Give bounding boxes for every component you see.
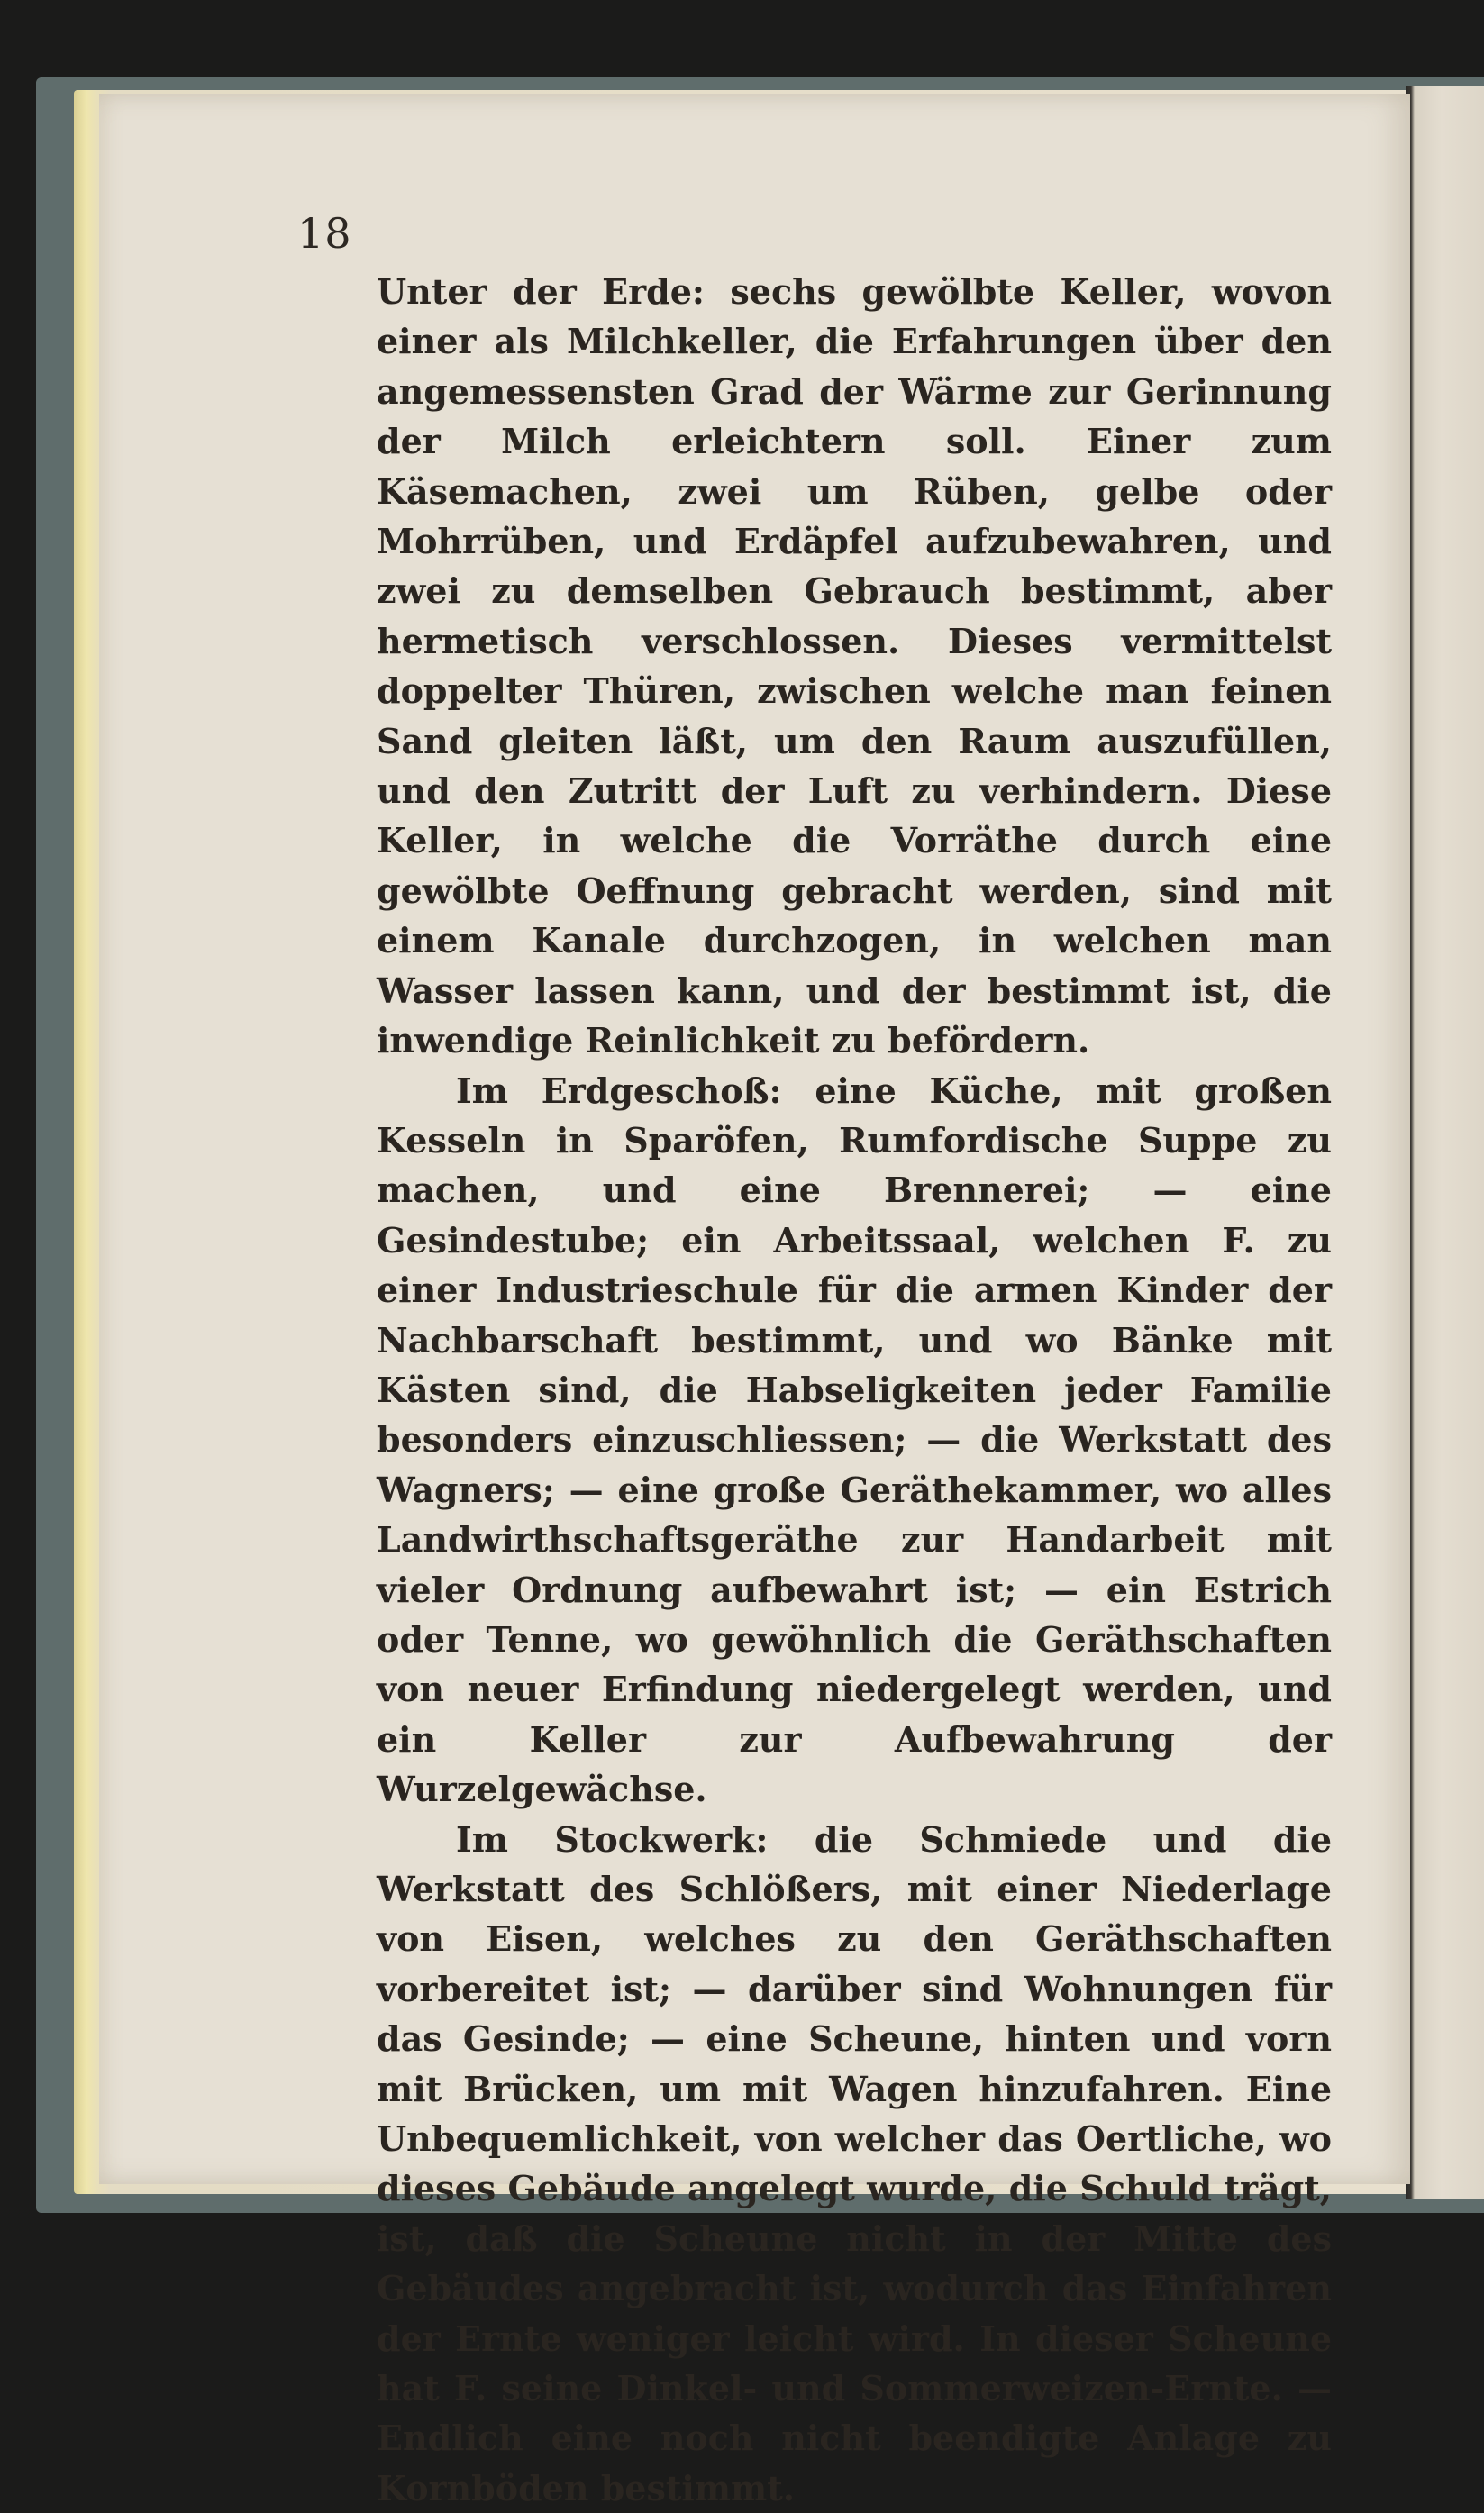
paragraph-im-stockwerk: Im Stockwerk: die Schmiede und die Werkstatt des Schlößers, mit einer Niederlage von Eisen, welches zu den Geräthschaften vorbereitet ist; — darüber sind Wohnungen für das Gesinde; — eine Scheune, hinten und vorn mit Brücken, um mit Wagen hinzufahren. Eine Unbequemlichkeit, von welcher das Oertliche, wo dieses Gebäude angelegt wurde, die Schuld trägt, ist, daß die Scheune nicht in der Mitte des Gebäudes angebracht ist, wodurch das Einfahren der Ernte weniger leicht wird. In dieser Scheune hat F. seine Dinkel- und Sommerweizen-Ernte. — Endlich eine noch nicht beendigte Anlage zu Kornböden bestimmt. — [377, 1818, 1332, 2508]
page-number: 18 — [297, 209, 352, 258]
paragraph-unter-der-erde: Unter der Erde: sechs gewölbte Keller, wovon einer als Milchkeller, die Erfahrungen über den angemessensten Grad der Wärme zur Gerinnung der Milch erleichtern soll. Einer zum Käsemachen, zwei um Rüben, gelbe oder Mohrrüben, und Erdäpfel aufzubewahren, und zwei zu demselben Gebrauch bestimmt, aber hermetisch verschlossen. Dieses vermittelst doppelter Thüren, zwischen welche man feinen Sand gleiten läßt, um den Raum auszufüllen, und den Zutritt der Luft zu verhindern. Diese Keller, in welche die Vorräthe durch eine gewölbte Oeffnung gebracht werden, sind mit einem Kanale durchzogen, in welchen man Wasser lassen kann, und der bestimmt ist, die inwendige Reinlichkeit zu befördern. — [377, 271, 1332, 1061]
body-text — [377, 267, 1332, 2513]
adjacent-page-edge — [1406, 86, 1484, 2199]
paragraph-im-erdgeschoss: Im Erdgeschoß: eine Küche, mit großen Kesseln in Sparöfen, Rumfordische Suppe zu machen, und eine Brennerei; — eine Gesindestube; ein Arbeitssaal, welchen F. zu einer Industrieschule für die armen Kinder der Nachbarschaft bestimmt, und wo Bänke mit Kästen sind, die Habseligkeiten jeder Familie besonders einzuschliessen; — die Werkstatt des Wagners; — eine große Geräthekammer, wo alles Landwirthschaftsgeräthe zur Handarbeit mit vieler Ordnung aufbewahrt ist; — ein Estrich oder Tenne, wo gewöhnlich die Geräthschaften von neuer Erfindung niedergelegt werden, und ein Keller zur Aufbewahrung der Wurzelgewächse. — [377, 1070, 1332, 1810]
